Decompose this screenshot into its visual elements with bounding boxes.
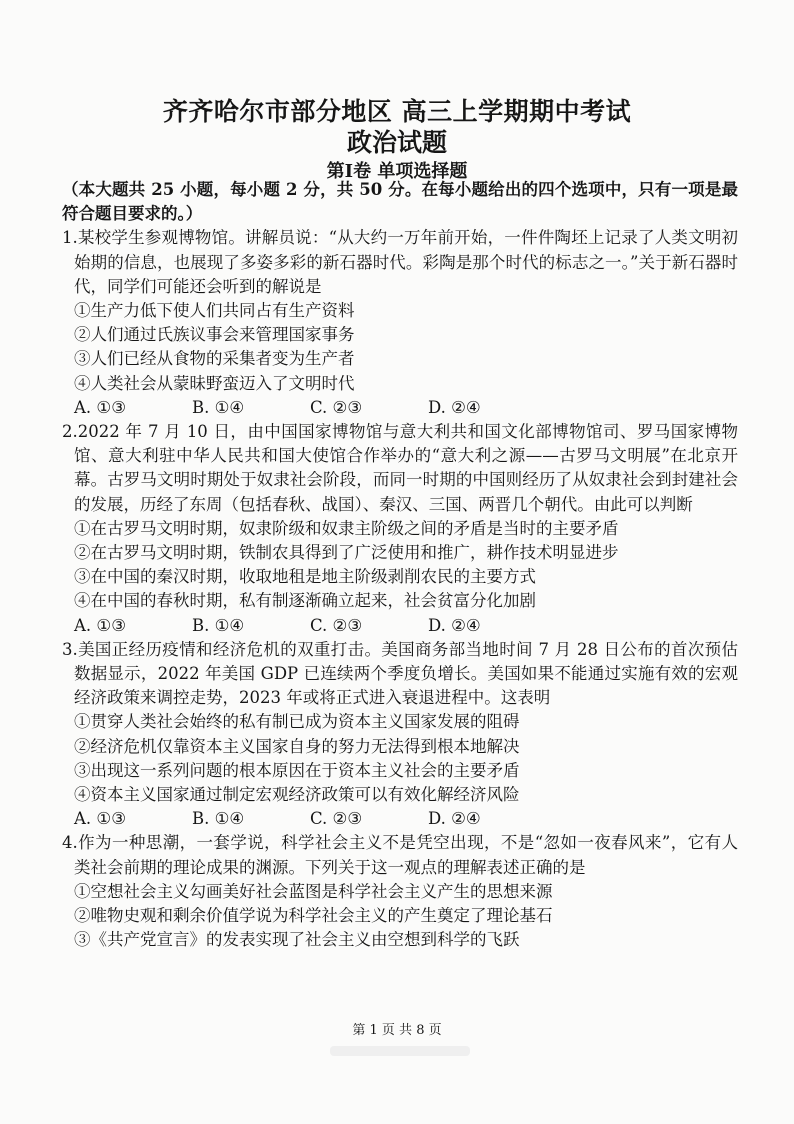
scan-smudge xyxy=(330,1046,470,1056)
instructions: （本大题共 25 小题，每小题 2 分，共 50 分。在每小题给出的四个选项中，只有一项是最符合题目要求的。） xyxy=(62,180,738,224)
option-2: ②经济危机仅靠资本主义国家自身的努力无法得到根本地解决 xyxy=(74,736,520,756)
answer-choices xyxy=(62,396,738,420)
question-4 xyxy=(62,831,738,952)
answer-a: A. ①③ xyxy=(74,615,126,635)
option-3: ③人们已经从食物的采集者变为生产者 xyxy=(74,349,355,369)
option-1: ①空想社会主义勾画美好社会蓝图是科学社会主义产生的思想来源 xyxy=(74,881,553,901)
question-stem: 4.作为一种思潮，一套学说，科学社会主义不是凭空出现，不是“忽如一夜春风来”，它有人类社会前期的理论成果的渊源。下列关于这一观点的理解表述正确的是 xyxy=(62,833,738,877)
section-heading: 第Ⅰ卷 单项选择题 xyxy=(326,161,468,182)
answer-c: C. ②③ xyxy=(310,615,363,635)
answer-c: C. ②③ xyxy=(310,809,363,829)
answer-choices xyxy=(62,614,738,638)
question-stem: 2.2022 年 7 月 10 日，由中国国家博物馆与意大利共和国文化部博物馆司、罗马国家博物馆、意大利驻中华人民共和国大使馆合作举办的“意大利之源——古罗马文明展”在北京开幕。古罗马文明时期处于奴隶社会阶段，而同一时期的中国则经历了从奴隶社会到封建社会的发展，历经了东周（包括春秋、战国）、秦汉、三国、两晋几个朝代。由此可以判断 xyxy=(62,422,738,514)
exam-title: 齐齐哈尔市部分地区 高三上学期期中考试 xyxy=(162,97,632,126)
option-3: ③《共产党宣言》的发表实现了社会主义由空想到科学的飞跃 xyxy=(74,930,520,950)
answer-c: C. ②③ xyxy=(310,397,363,417)
option-1: ①生产力低下使人们共同占有生产资料 xyxy=(74,301,355,321)
option-1: ①在古罗马文明时期，奴隶阶级和奴隶主阶级之间的矛盾是当时的主要矛盾 xyxy=(74,518,619,538)
option-4: ④在中国的春秋时期，私有制逐渐确立起来，社会贫富分化加剧 xyxy=(74,591,536,611)
option-2: ②唯物史观和剩余价值学说为科学社会主义的产生奠定了理论基石 xyxy=(74,906,553,926)
option-4: ④资本主义国家通过制定宏观经济政策可以有效化解经济风险 xyxy=(74,785,520,805)
answer-b: B. ①④ xyxy=(192,615,245,635)
answer-d: D. ②④ xyxy=(428,615,481,635)
option-1: ①贯穿人类社会始终的私有制已成为资本主义国家发展的阻碍 xyxy=(74,712,520,732)
option-4: ④人类社会从蒙昧野蛮迈入了文明时代 xyxy=(74,373,355,393)
question-stem: 1.某校学生参观博物馆。讲解员说：“从大约一万年前开始，一件件陶坯上记录了人类文明初始期的信息，也展现了多姿多彩的新石器时代。彩陶是那个时代的标志之一。”关于新石器时代，同学们可能还会听到的解说是 xyxy=(62,228,738,296)
option-2: ②在古罗马文明时期，铁制农具得到了广泛使用和推广，耕作技术明显进步 xyxy=(74,543,619,563)
answer-a: A. ①③ xyxy=(74,397,126,417)
answer-a: A. ①③ xyxy=(74,809,126,829)
exam-body xyxy=(62,178,738,953)
question-2 xyxy=(62,420,738,638)
answer-b: B. ①④ xyxy=(192,397,245,417)
question-1 xyxy=(62,226,738,420)
page-number: 第 1 页 共 8 页 xyxy=(352,1023,442,1038)
answer-d: D. ②④ xyxy=(428,809,481,829)
answer-b: B. ①④ xyxy=(192,809,245,829)
question-3 xyxy=(62,638,738,832)
option-3: ③在中国的秦汉时期，收取地租是地主阶级剥削农民的主要方式 xyxy=(74,567,536,587)
exam-subject: 政治试题 xyxy=(346,128,447,157)
option-2: ②人们通过氏族议事会来管理国家事务 xyxy=(74,325,355,345)
option-3: ③出现这一系列问题的根本原因在于资本主义社会的主要矛盾 xyxy=(74,760,520,780)
answer-choices xyxy=(62,807,738,831)
answer-d: D. ②④ xyxy=(428,397,481,417)
question-stem: 3.美国正经历疫情和经济危机的双重打击。美国商务部当地时间 7 月 28 日公布的首次预估数据显示，2022 年美国 GDP 已连续两个季度负增长。美国如果不能通过实施有效的宏观经济政策来调控走势，2023 年或将正式进入衰退进程中。这表明 xyxy=(62,639,738,708)
